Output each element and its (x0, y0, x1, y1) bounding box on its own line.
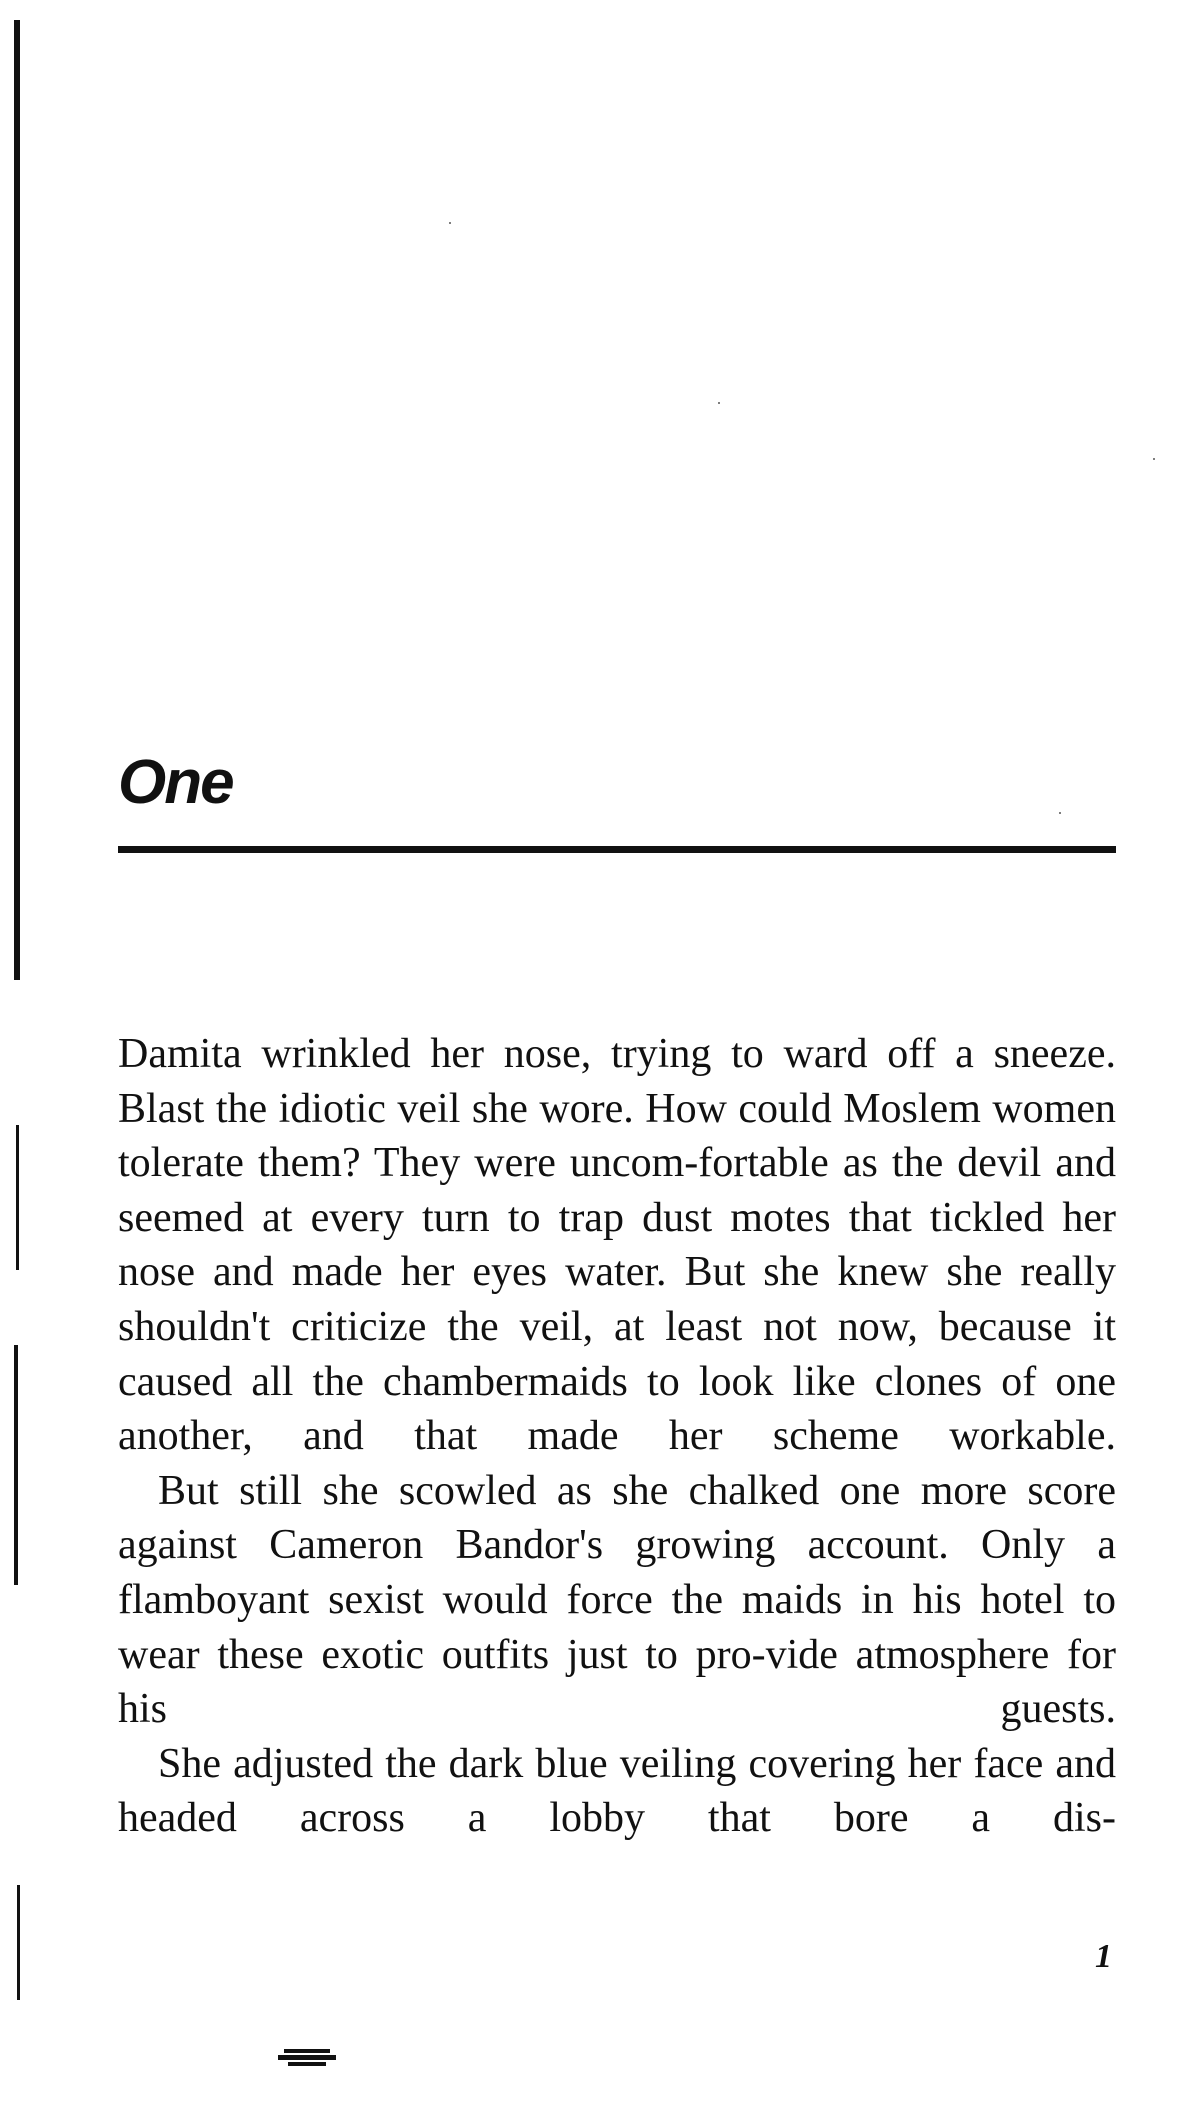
scan-edge-mark (14, 20, 20, 980)
page-number: 1 (1095, 1938, 1112, 1975)
scan-edge-mark (17, 1885, 20, 2000)
paragraph-3: She adjusted the dark blue veiling covering her face and headed across a lobby that bore a dis- (118, 1740, 1116, 1842)
scan-speck (1153, 458, 1155, 460)
body-text (118, 1027, 1116, 1846)
chapter-title-rule (118, 846, 1116, 853)
printer-ornament-mark (278, 2047, 336, 2069)
scan-speck (449, 222, 451, 224)
paragraph-2: But still she scowled as she chalked one more score against Cameron Bandor's growing account. Only a flamboyant sexist would force the maids in his hotel to wear these exotic outfits just to pro-vide atmosphere for his guests. (118, 1467, 1116, 1733)
scan-edge-mark (14, 1345, 18, 1585)
paragraph-1: Damita wrinkled her nose, trying to ward off a sneeze. Blast the idiotic veil she wore. How could Moslem women tolerate them? They were uncom-fortable as the devil and seemed at every turn to trap dust motes that tickled her nose and made her eyes water. But she knew she really shouldn't criticize the veil, at least not now, because it caused all the chambermaids to look like clones of one another, and that made her scheme workable. (118, 1031, 1116, 1460)
chapter-title: One (118, 748, 233, 817)
scan-speck (718, 402, 720, 404)
scan-edge-mark (16, 1125, 19, 1270)
scan-speck (1059, 812, 1061, 814)
